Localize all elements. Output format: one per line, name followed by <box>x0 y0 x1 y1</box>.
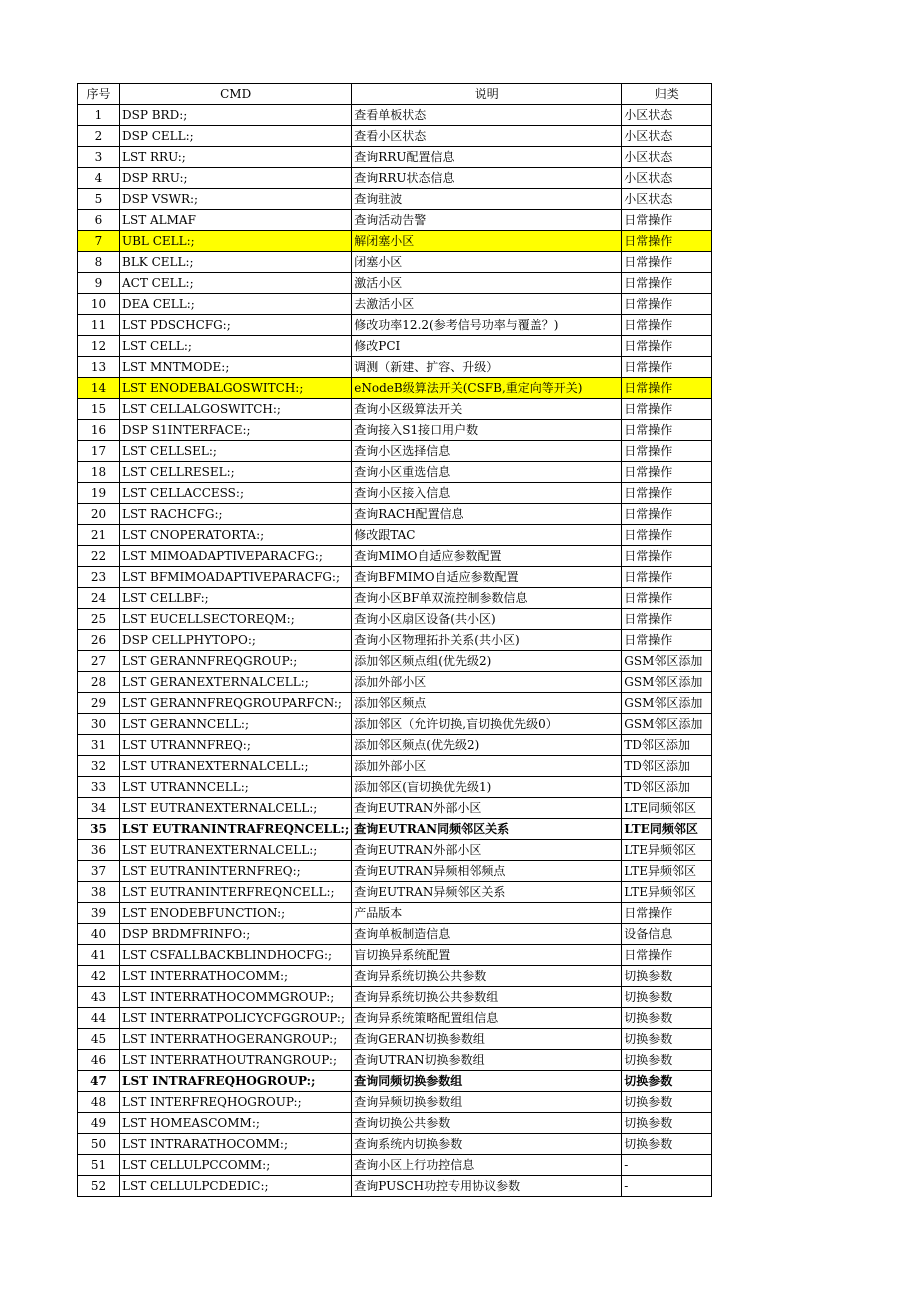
table-row <box>78 819 712 840</box>
row-category: 日常操作 <box>622 630 712 651</box>
row-category: 切换参数 <box>622 1029 712 1050</box>
header-cmd: CMD <box>120 84 352 105</box>
row-index: 1 <box>78 105 120 126</box>
row-command: DSP CELL:; <box>120 126 352 147</box>
row-command: LST EUCELLSECTOREQM:; <box>120 609 352 630</box>
row-description: 修改PCI <box>352 336 622 357</box>
row-command: LST CELLALGOSWITCH:; <box>120 399 352 420</box>
table-row <box>78 1134 712 1155</box>
table-row <box>78 798 712 819</box>
row-description: 查询BFMIMO自适应参数配置 <box>352 567 622 588</box>
header-index: 序号 <box>78 84 120 105</box>
row-description: 修改功率12.2(参考信号功率与覆盖？) <box>352 315 622 336</box>
row-category: 日常操作 <box>622 357 712 378</box>
row-command: LST EUTRANINTRAFREQNCELL:; <box>120 819 352 840</box>
row-command: LST ENODEBFUNCTION:; <box>120 903 352 924</box>
row-command: LST CELLULPCCOMM:; <box>120 1155 352 1176</box>
row-index: 19 <box>78 483 120 504</box>
row-command: LST MIMOADAPTIVEPARACFG:; <box>120 546 352 567</box>
row-index: 34 <box>78 798 120 819</box>
table-row <box>78 1092 712 1113</box>
table-row <box>78 1029 712 1050</box>
table-row <box>78 945 712 966</box>
row-description: 查询RACH配置信息 <box>352 504 622 525</box>
row-command: LST GERANEXTERNALCELL:; <box>120 672 352 693</box>
table-row <box>78 294 712 315</box>
row-index: 6 <box>78 210 120 231</box>
row-category: 切换参数 <box>622 966 712 987</box>
table-row <box>78 1155 712 1176</box>
row-description: 查询RRU状态信息 <box>352 168 622 189</box>
row-command: DSP BRD:; <box>120 105 352 126</box>
row-index: 15 <box>78 399 120 420</box>
table-row <box>78 840 712 861</box>
row-command: LST CELL:; <box>120 336 352 357</box>
row-category: 日常操作 <box>622 945 712 966</box>
row-description: 查询单板制造信息 <box>352 924 622 945</box>
row-command: LST CSFALLBACKBLINDHOCFG:; <box>120 945 352 966</box>
row-description: 产品版本 <box>352 903 622 924</box>
row-index: 42 <box>78 966 120 987</box>
row-index: 28 <box>78 672 120 693</box>
row-description: 查询小区接入信息 <box>352 483 622 504</box>
table-row <box>78 735 712 756</box>
row-category: 小区状态 <box>622 168 712 189</box>
row-index: 41 <box>78 945 120 966</box>
row-description: 查询系统内切换参数 <box>352 1134 622 1155</box>
row-command: DEA CELL:; <box>120 294 352 315</box>
row-category: 日常操作 <box>622 294 712 315</box>
row-description: 查询GERAN切换参数组 <box>352 1029 622 1050</box>
row-command: LST CELLBF:; <box>120 588 352 609</box>
row-category: 小区状态 <box>622 189 712 210</box>
row-index: 14 <box>78 378 120 399</box>
row-command: LST INTERRATHOGERANGROUP:; <box>120 1029 352 1050</box>
row-index: 30 <box>78 714 120 735</box>
row-command: LST CELLULPCDEDIC:; <box>120 1176 352 1197</box>
table-row <box>78 483 712 504</box>
row-category: GSM邻区添加 <box>622 672 712 693</box>
row-command: LST MNTMODE:; <box>120 357 352 378</box>
table-row <box>78 651 712 672</box>
row-index: 9 <box>78 273 120 294</box>
row-category: 小区状态 <box>622 147 712 168</box>
row-category: 日常操作 <box>622 273 712 294</box>
table-row <box>78 672 712 693</box>
row-description: 盲切换异系统配置 <box>352 945 622 966</box>
row-index: 12 <box>78 336 120 357</box>
row-command: ACT CELL:; <box>120 273 352 294</box>
row-category: LTE同频邻区 <box>622 819 712 840</box>
table-row <box>78 630 712 651</box>
row-command: DSP VSWR:; <box>120 189 352 210</box>
row-category: 日常操作 <box>622 399 712 420</box>
row-command: LST ENODEBALGOSWITCH:; <box>120 378 352 399</box>
table-row <box>78 1113 712 1134</box>
row-category: TD邻区添加 <box>622 756 712 777</box>
row-command: LST GERANNFREQGROUPARFCN:; <box>120 693 352 714</box>
row-description: 查询小区级算法开关 <box>352 399 622 420</box>
row-category: - <box>622 1155 712 1176</box>
row-description: 查询切换公共参数 <box>352 1113 622 1134</box>
header-row <box>78 84 712 105</box>
row-description: 激活小区 <box>352 273 622 294</box>
row-description: 查询小区物理拓扑关系(共小区) <box>352 630 622 651</box>
row-description: 查询RRU配置信息 <box>352 147 622 168</box>
row-command: UBL CELL:; <box>120 231 352 252</box>
row-description: 闭塞小区 <box>352 252 622 273</box>
row-category: 设备信息 <box>622 924 712 945</box>
row-index: 23 <box>78 567 120 588</box>
row-command: LST CELLSEL:; <box>120 441 352 462</box>
row-category: 切换参数 <box>622 1134 712 1155</box>
row-command: LST BFMIMOADAPTIVEPARACFG:; <box>120 567 352 588</box>
row-index: 33 <box>78 777 120 798</box>
row-index: 18 <box>78 462 120 483</box>
row-category: 小区状态 <box>622 105 712 126</box>
row-command: LST INTERRATHOUTRANGROUP:; <box>120 1050 352 1071</box>
row-category: 日常操作 <box>622 483 712 504</box>
row-description: 查询同频切换参数组 <box>352 1071 622 1092</box>
row-description: eNodeB级算法开关(CSFB,重定向等开关) <box>352 378 622 399</box>
row-description: 查询UTRAN切换参数组 <box>352 1050 622 1071</box>
row-category: 日常操作 <box>622 525 712 546</box>
row-index: 45 <box>78 1029 120 1050</box>
row-command: LST GERANNCELL:; <box>120 714 352 735</box>
row-index: 37 <box>78 861 120 882</box>
row-command: LST RACHCFG:; <box>120 504 352 525</box>
row-command: LST INTERFREQHOGROUP:; <box>120 1092 352 1113</box>
row-category: 日常操作 <box>622 231 712 252</box>
row-command: LST INTRARATHOCOMM:; <box>120 1134 352 1155</box>
row-command: LST RRU:; <box>120 147 352 168</box>
row-category: LTE异频邻区 <box>622 882 712 903</box>
row-command: LST INTRAFREQHOGROUP:; <box>120 1071 352 1092</box>
row-command: LST UTRANEXTERNALCELL:; <box>120 756 352 777</box>
row-category: 日常操作 <box>622 315 712 336</box>
row-description: 查询异系统切换公共参数 <box>352 966 622 987</box>
row-command: LST INTERRATPOLICYCFGGROUP:; <box>120 1008 352 1029</box>
row-category: 日常操作 <box>622 378 712 399</box>
command-table <box>77 83 712 1197</box>
table-row <box>78 420 712 441</box>
row-index: 27 <box>78 651 120 672</box>
row-description: 添加邻区(盲切换优先级1) <box>352 777 622 798</box>
row-command: BLK CELL:; <box>120 252 352 273</box>
row-index: 13 <box>78 357 120 378</box>
row-description: 查询小区重选信息 <box>352 462 622 483</box>
table-row <box>78 609 712 630</box>
row-description: 调测（新建、扩容、升级） <box>352 357 622 378</box>
row-command: LST CELLRESEL:; <box>120 462 352 483</box>
row-category: 日常操作 <box>622 567 712 588</box>
row-index: 38 <box>78 882 120 903</box>
row-description: 查询EUTRAN外部小区 <box>352 840 622 861</box>
row-category: 日常操作 <box>622 462 712 483</box>
row-command: LST EUTRANINTERNFREQ:; <box>120 861 352 882</box>
row-command: LST INTERRATHOCOMM:; <box>120 966 352 987</box>
table-row <box>78 693 712 714</box>
row-index: 20 <box>78 504 120 525</box>
header-category: 归类 <box>622 84 712 105</box>
table-row <box>78 399 712 420</box>
row-command: LST UTRANNCELL:; <box>120 777 352 798</box>
table-row <box>78 546 712 567</box>
table-row <box>78 882 712 903</box>
row-category: TD邻区添加 <box>622 777 712 798</box>
row-category: 切换参数 <box>622 1008 712 1029</box>
table-row <box>78 378 712 399</box>
row-description: 查询EUTRAN异频相邻频点 <box>352 861 622 882</box>
row-index: 17 <box>78 441 120 462</box>
row-category: GSM邻区添加 <box>622 714 712 735</box>
row-index: 5 <box>78 189 120 210</box>
row-category: 切换参数 <box>622 1092 712 1113</box>
row-command: LST ALMAF <box>120 210 352 231</box>
row-index: 3 <box>78 147 120 168</box>
row-description: 查询活动告警 <box>352 210 622 231</box>
row-index: 49 <box>78 1113 120 1134</box>
row-command: LST EUTRANEXTERNALCELL:; <box>120 840 352 861</box>
row-description: 查询EUTRAN外部小区 <box>352 798 622 819</box>
row-description: 添加邻区频点 <box>352 693 622 714</box>
row-index: 21 <box>78 525 120 546</box>
row-description: 查询异系统切换公共参数组 <box>352 987 622 1008</box>
row-description: 修改跟TAC <box>352 525 622 546</box>
row-description: 查询小区选择信息 <box>352 441 622 462</box>
row-command: DSP S1INTERFACE:; <box>120 420 352 441</box>
row-category: - <box>622 1176 712 1197</box>
row-index: 4 <box>78 168 120 189</box>
row-index: 8 <box>78 252 120 273</box>
row-index: 29 <box>78 693 120 714</box>
row-category: 日常操作 <box>622 252 712 273</box>
row-index: 32 <box>78 756 120 777</box>
table-row <box>78 777 712 798</box>
table-row <box>78 189 712 210</box>
row-index: 25 <box>78 609 120 630</box>
row-index: 40 <box>78 924 120 945</box>
row-command: LST EUTRANINTERFREQNCELL:; <box>120 882 352 903</box>
row-index: 11 <box>78 315 120 336</box>
row-command: DSP BRDMFRINFO:; <box>120 924 352 945</box>
row-description: 添加外部小区 <box>352 756 622 777</box>
row-command: LST CNOPERATORTA:; <box>120 525 352 546</box>
row-description: 查询MIMO自适应参数配置 <box>352 546 622 567</box>
row-category: 日常操作 <box>622 210 712 231</box>
table-row <box>78 924 712 945</box>
row-category: LTE异频邻区 <box>622 840 712 861</box>
table-row <box>78 504 712 525</box>
row-index: 48 <box>78 1092 120 1113</box>
table-row <box>78 588 712 609</box>
row-description: 查询PUSCH功控专用协议参数 <box>352 1176 622 1197</box>
table-row <box>78 252 712 273</box>
header-description: 说明 <box>352 84 622 105</box>
table-row <box>78 1050 712 1071</box>
row-command: LST HOMEASCOMM:; <box>120 1113 352 1134</box>
row-index: 26 <box>78 630 120 651</box>
row-category: 日常操作 <box>622 504 712 525</box>
row-index: 2 <box>78 126 120 147</box>
row-description: 查询小区上行功控信息 <box>352 1155 622 1176</box>
table-row <box>78 1071 712 1092</box>
row-description: 去激活小区 <box>352 294 622 315</box>
row-description: 添加邻区频点(优先级2) <box>352 735 622 756</box>
row-description: 查询小区扇区设备(共小区) <box>352 609 622 630</box>
table-row <box>78 525 712 546</box>
row-command: LST UTRANNFREQ:; <box>120 735 352 756</box>
row-description: 查询异频切换参数组 <box>352 1092 622 1113</box>
row-description: 查询EUTRAN异频邻区关系 <box>352 882 622 903</box>
row-command: LST CELLACCESS:; <box>120 483 352 504</box>
table-row <box>78 168 712 189</box>
table-row <box>78 336 712 357</box>
row-index: 31 <box>78 735 120 756</box>
table-row <box>78 105 712 126</box>
table-row <box>78 714 712 735</box>
row-description: 查询驻波 <box>352 189 622 210</box>
table-row <box>78 315 712 336</box>
row-category: LTE同频邻区 <box>622 798 712 819</box>
row-category: 日常操作 <box>622 588 712 609</box>
table-row <box>78 441 712 462</box>
row-index: 52 <box>78 1176 120 1197</box>
row-description: 添加外部小区 <box>352 672 622 693</box>
row-index: 43 <box>78 987 120 1008</box>
row-description: 添加邻区（允许切换,盲切换优先级0） <box>352 714 622 735</box>
table-row <box>78 273 712 294</box>
row-index: 10 <box>78 294 120 315</box>
row-category: 切换参数 <box>622 987 712 1008</box>
row-index: 16 <box>78 420 120 441</box>
table-row <box>78 966 712 987</box>
row-command: LST INTERRATHOCOMMGROUP:; <box>120 987 352 1008</box>
row-index: 7 <box>78 231 120 252</box>
row-category: 切换参数 <box>622 1071 712 1092</box>
row-category: 切换参数 <box>622 1113 712 1134</box>
table-row <box>78 861 712 882</box>
row-description: 查看单板状态 <box>352 105 622 126</box>
row-command: DSP CELLPHYTOPO:; <box>120 630 352 651</box>
row-category: TD邻区添加 <box>622 735 712 756</box>
row-description: 查询小区BF单双流控制参数信息 <box>352 588 622 609</box>
row-category: 小区状态 <box>622 126 712 147</box>
table-row <box>78 756 712 777</box>
row-index: 44 <box>78 1008 120 1029</box>
row-index: 39 <box>78 903 120 924</box>
row-command: LST EUTRANEXTERNALCELL:; <box>120 798 352 819</box>
table-row <box>78 567 712 588</box>
row-index: 47 <box>78 1071 120 1092</box>
row-index: 35 <box>78 819 120 840</box>
table-row <box>78 147 712 168</box>
row-description: 查看小区状态 <box>352 126 622 147</box>
row-category: 日常操作 <box>622 546 712 567</box>
row-index: 51 <box>78 1155 120 1176</box>
row-category: GSM邻区添加 <box>622 693 712 714</box>
row-category: 切换参数 <box>622 1050 712 1071</box>
table-row <box>78 210 712 231</box>
row-description: 查询EUTRAN同频邻区关系 <box>352 819 622 840</box>
table-row <box>78 231 712 252</box>
row-category: LTE异频邻区 <box>622 861 712 882</box>
row-command: LST GERANNFREQGROUP:; <box>120 651 352 672</box>
row-index: 24 <box>78 588 120 609</box>
row-index: 50 <box>78 1134 120 1155</box>
row-description: 解闭塞小区 <box>352 231 622 252</box>
row-index: 36 <box>78 840 120 861</box>
row-category: 日常操作 <box>622 441 712 462</box>
table-row <box>78 462 712 483</box>
row-command: DSP RRU:; <box>120 168 352 189</box>
row-index: 22 <box>78 546 120 567</box>
table-row <box>78 987 712 1008</box>
table-row <box>78 1008 712 1029</box>
table-row <box>78 126 712 147</box>
row-category: 日常操作 <box>622 609 712 630</box>
row-description: 添加邻区频点组(优先级2) <box>352 651 622 672</box>
row-category: 日常操作 <box>622 420 712 441</box>
row-category: 日常操作 <box>622 336 712 357</box>
row-index: 46 <box>78 1050 120 1071</box>
row-category: 日常操作 <box>622 903 712 924</box>
table-row <box>78 903 712 924</box>
table-row <box>78 1176 712 1197</box>
row-category: GSM邻区添加 <box>622 651 712 672</box>
row-description: 查询异系统策略配置组信息 <box>352 1008 622 1029</box>
table-row <box>78 357 712 378</box>
row-description: 查询接入S1接口用户数 <box>352 420 622 441</box>
row-command: LST PDSCHCFG:; <box>120 315 352 336</box>
